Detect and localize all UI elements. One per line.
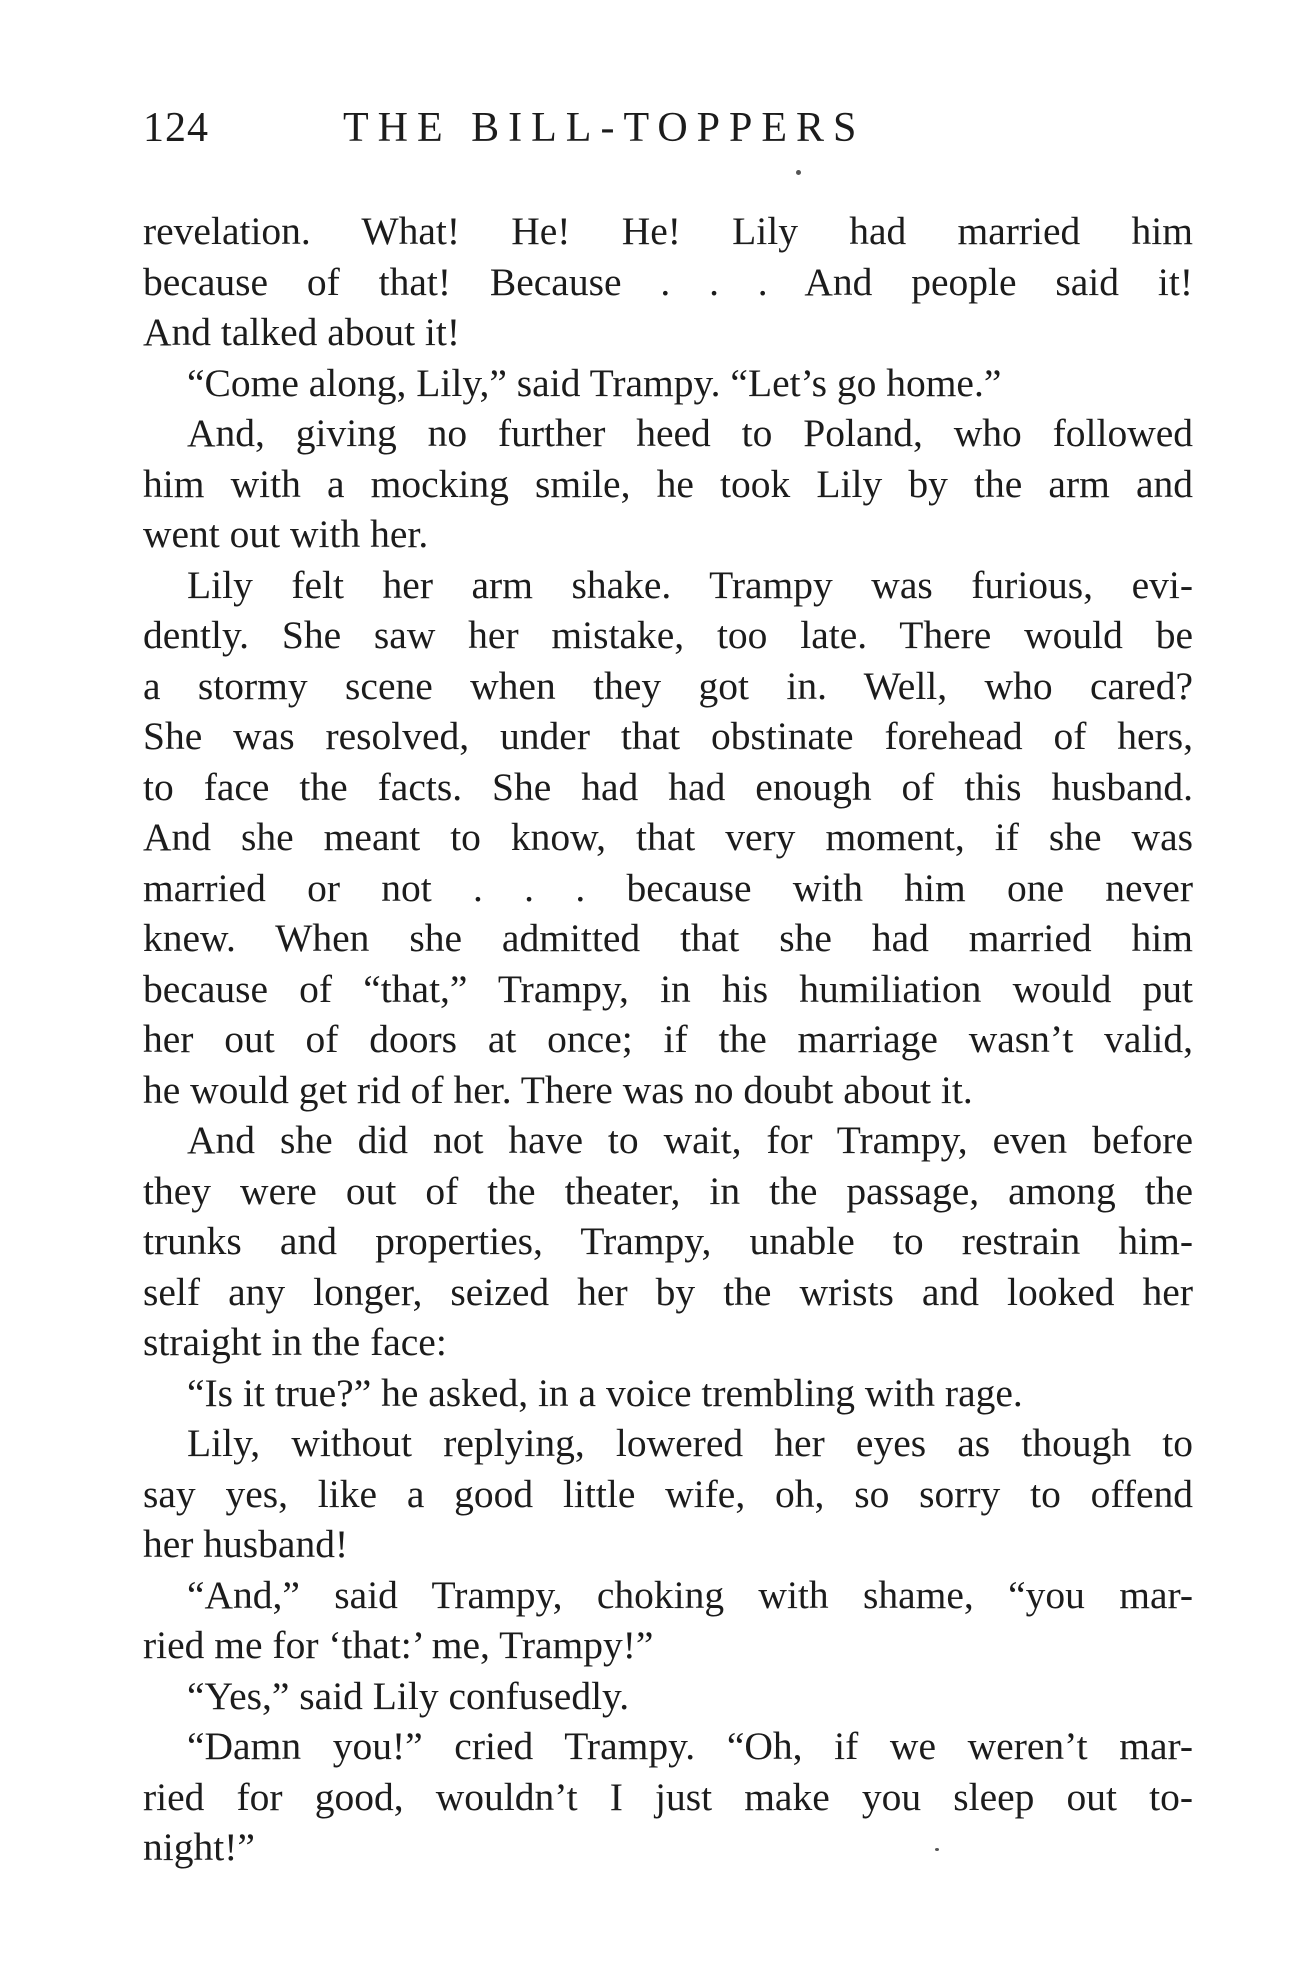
text-line: revelation. What! He! He! Lily had married him xyxy=(143,209,1193,253)
text-line: And she did not have to wait, for Trampy, even before xyxy=(187,1118,1193,1162)
text-line: her out of doors at once; if the marriage wasn’t valid, xyxy=(143,1017,1193,1061)
text-line: knew. When she admitted that she had married him xyxy=(143,916,1193,960)
text-line: “Come along, Lily,” said Trampy. “Let’s go home.” xyxy=(187,360,1002,405)
text-line: She was resolved, under that obstinate forehead of hers, xyxy=(143,714,1193,758)
text-line: Lily, without replying, lowered her eyes as though to xyxy=(187,1421,1193,1465)
running-title: THE BILL-TOPPERS xyxy=(343,105,866,151)
print-speck xyxy=(796,170,801,175)
text-line: self any longer, seized her by the wrists and looked her xyxy=(143,1269,1193,1314)
text-line: ried me for ‘that:’ me, Trampy!” xyxy=(143,1623,654,1667)
print-speck xyxy=(935,1848,939,1851)
text-line: went out with her. xyxy=(143,512,429,556)
text-line: him with a mocking smile, he took Lily by the arm and xyxy=(143,461,1193,506)
body-text xyxy=(143,206,1193,1873)
text-line: say yes, like a good little wife, oh, so sorry to offend xyxy=(143,1471,1193,1516)
text-line: Lily felt her arm shake. Trampy was furious, evi- xyxy=(187,562,1193,607)
text-line: And talked about it! xyxy=(143,310,461,354)
text-line: And, giving no further heed to Poland, who followed xyxy=(187,411,1193,455)
text-line: dently. She saw her mistake, too late. There would be xyxy=(143,613,1193,657)
text-line: because of “that,” Trampy, in his humiliation would put xyxy=(143,966,1193,1011)
text-line: to face the facts. She had had enough of this husband. xyxy=(143,764,1193,809)
text-line: night!” xyxy=(143,1825,255,1869)
text-line: “And,” said Trampy, choking with shame, “you mar- xyxy=(187,1572,1193,1617)
text-line: “Yes,” said Lily confusedly. xyxy=(187,1673,630,1718)
text-line: “Is it true?” he asked, in a voice trembling with rage. xyxy=(187,1370,1023,1415)
text-line: her husband! xyxy=(143,1522,349,1566)
text-line: “Damn you!” cried Trampy. “Oh, if we weren’t mar- xyxy=(187,1724,1193,1768)
text-line: And she meant to know, that very moment, if she was xyxy=(143,815,1193,859)
text-line: a stormy scene when they got in. Well, who cared? xyxy=(143,663,1193,708)
text-line: straight in the face: xyxy=(143,1320,447,1364)
page-number: 124 xyxy=(143,105,209,151)
text-line: married or not . . . because with him one never xyxy=(143,865,1193,910)
text-line: he would get rid of her. There was no doubt about it. xyxy=(143,1067,973,1112)
text-line: ried for good, wouldn’t I just make you sleep out to- xyxy=(143,1774,1193,1819)
text-line: because of that! Because . . . And people said it! xyxy=(143,259,1193,304)
running-head xyxy=(143,98,1193,158)
text-line: they were out of the theater, in the passage, among the xyxy=(143,1168,1193,1213)
text-line: trunks and properties, Trampy, unable to restrain him- xyxy=(143,1219,1193,1263)
